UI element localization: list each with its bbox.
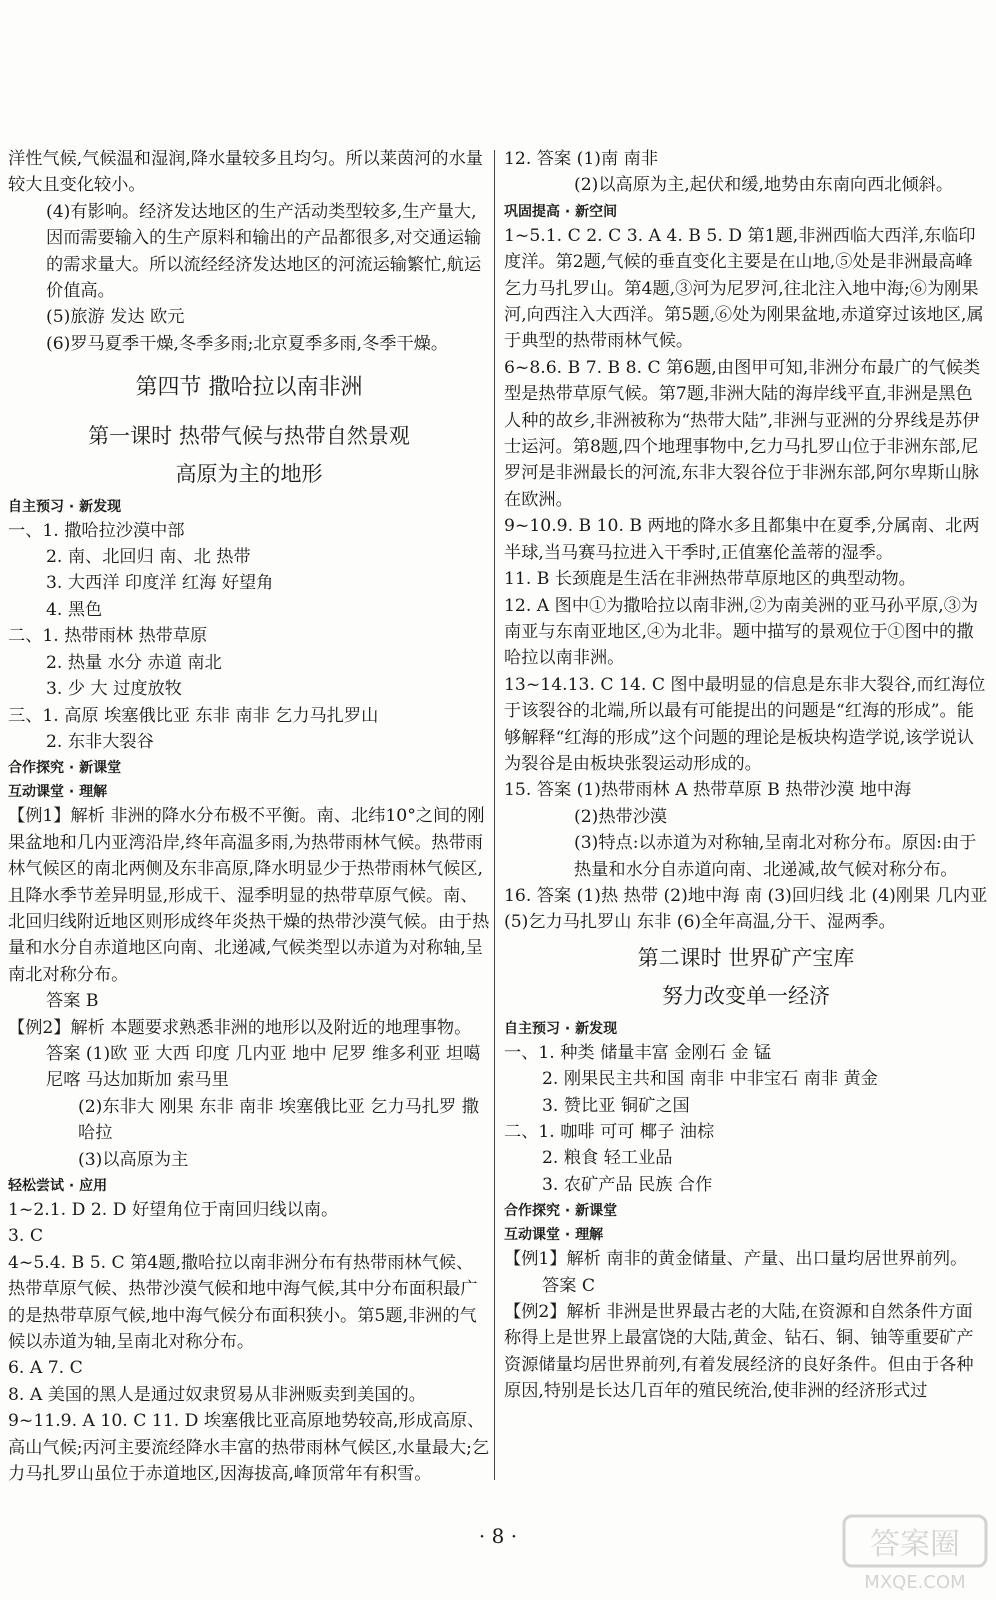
section-label: 合作探究 · 新课堂 — [504, 1203, 618, 1220]
answer-paragraph: 4. 黑色 — [46, 599, 103, 620]
section-label: 自主预习 · 新发现 — [8, 498, 122, 515]
answer-paragraph: 3. 赞比亚 铜矿之国 — [542, 1095, 690, 1116]
answer-paragraph: 8. A 美国的黑人是通过奴隶贸易从非洲贩卖到美国的。 — [8, 1384, 426, 1405]
answer-paragraph: 9~11.9. A 10. C 11. D 埃塞俄比亚高原地势较高,形成高原、高山气候;丙河主要流经降水丰富的热带雨林气候区,水量最大;乞力马扎罗山虽位于赤道地区,因海拔高,峰顶常年有积雪。 — [8, 1411, 490, 1485]
answer-paragraph: 9~10.9. B 10. B 两地的降水多且都集中在夏季,分属南、北两半球,当马赛马拉进入干季时,正值塞伦盖蒂的湿季。 — [504, 516, 980, 563]
answer-paragraph: 13~14.13. C 14. C 图中最明显的信息是东非大裂谷,而红海位于该裂谷的北端,所以最有可能提出的问题是“红海的形成”。能够解释“红海的形成”这个问题的理论是板块构造学说,该学说认为裂谷是由板块张裂运动形成的。 — [504, 674, 986, 774]
answer-paragraph: 12. A 图中①为撒哈拉以南非洲,②为南美洲的亚马孙平原,③为南亚与东南亚地区,④为北非。题中描写的景观位于①图中的撒哈拉以南非洲。 — [504, 595, 979, 669]
answer-paragraph: 16. 答案 (1)热 热带 (2)地中海 南 (3)回归线 北 (4)刚果 几内亚 (5)乞力马扎罗山 东非 (6)全年高温,分干、湿两季。 — [504, 885, 988, 933]
answer-paragraph: 二、1. 咖啡 可可 椰子 油棕 — [504, 1122, 715, 1142]
answer-paragraph: 3. 少 大 过度放牧 — [46, 679, 182, 700]
answer-paragraph: 3. C — [8, 1226, 44, 1247]
answer-paragraph: (2)东非大 刚果 东非 南非 埃塞俄比亚 乞力马扎罗 撒哈拉 — [78, 1096, 479, 1144]
answer-paragraph: 二、1. 热带雨林 热带草原 — [8, 626, 208, 647]
section-label: 合作探究 · 新课堂 — [8, 760, 122, 777]
watermark-logo — [840, 1510, 990, 1594]
section-label: 互动课堂 · 理解 — [8, 784, 108, 801]
answer-paragraph: 2. 南、北回归 南、北 热带 — [46, 547, 251, 568]
left-column — [8, 146, 490, 1487]
answer-paragraph: (5)旅游 发达 欧元 — [46, 307, 185, 328]
answer-paragraph: 2. 刚果民主共和国 南非 中非宝石 南非 黄金 — [542, 1069, 878, 1090]
answer-paragraph: 4~5.4. B 5. C 第4题,撒哈拉以南非洲分布有热带雨林气候、热带草原气候、热带沙漠气候和地中海气候,其中分布面积最广的是热带草原气候,地中海气候分布面积狭小。第5题,非洲的气候以赤道为轴,呈南北对称分布。 — [8, 1252, 478, 1353]
answer-paragraph: 1~2.1. D 2. D 好望角位于南回归线以南。 — [8, 1200, 339, 1220]
answer-paragraph: 洋性气候,气候温和湿润,降水量较多且均匀。所以莱茵河的水量较大且变化较小。 — [8, 149, 483, 196]
section-heading: 第四节 撒哈拉以南非洲 — [135, 375, 363, 401]
answer-paragraph: 答案 C — [542, 1275, 595, 1296]
answer-paragraph: 一、1. 种类 储量丰富 金刚石 金 锰 — [504, 1042, 772, 1063]
section-label: 轻松尝试 · 应用 — [8, 1178, 108, 1194]
answer-paragraph: (4)有影响。经济发达地区的生产活动类型较多,生产量大,因而需要输入的生产原料和输出的产品都很多,对交通运输的需求量大。所以流经经济发达地区的河流运输繁忙,航运价值高。 — [46, 201, 482, 302]
section-heading: 第一课时 热带气候与热带自然景观 — [88, 423, 410, 448]
section-label: 自主预习 · 新发现 — [504, 1020, 618, 1037]
answer-paragraph: 2. 东非大裂谷 — [46, 731, 154, 752]
section-label: 巩固提高 · 新空间 — [504, 203, 618, 220]
answer-paragraph: 15. 答案 (1)热带雨林 A 热带草原 B 热带沙漠 地中海 — [504, 780, 912, 801]
answer-paragraph: 1~5.1. C 2. C 3. A 4. B 5. D 第1题,非洲西临大西洋,东临印度洋。第2题,气候的垂直变化主要是在山地,⑤处是非洲最高峰乞力马扎罗山。第4题,③河为尼罗河,往北注入地中海;⑥为刚果河,向西注入大西洋。第5题,⑥处为刚果盆地,赤道穿过该地区,属于典型的热带雨林气候。 — [504, 225, 984, 352]
answer-paragraph: 12. 答案 (1)南 南非 — [504, 149, 659, 169]
answer-paragraph: 11. B 长颈鹿是生活在非洲热带草原地区的典型动物。 — [504, 569, 916, 590]
section-heading: 第二课时 世界矿产宝库 — [637, 945, 855, 970]
section-label: 互动课堂 · 理解 — [504, 1227, 604, 1244]
answer-paragraph: 【例2】解析 本题要求熟悉非洲的地形以及附近的地理事物。 — [8, 1017, 472, 1038]
section-heading: 高原为主的地形 — [175, 461, 323, 486]
answer-paragraph: 一、1. 撒哈拉沙漠中部 — [8, 520, 185, 541]
answer-paragraph: 2. 粮食 轻工业品 — [542, 1148, 673, 1169]
answer-paragraph: 6~8.6. B 7. B 8. C 第6题,由图甲可知,非洲分布最广的气候类型是热带草原气候。第7题,非洲大陆的海岸线平直,非洲是黑色人种的故乡,非洲被称为“热带大陆”,非洲与亚洲的分界线是苏伊士运河。第8题,四个地理事物中,乞力马扎罗山位于非洲东部,尼罗河是非洲最长的河流,东非大裂谷位于非洲东部,阿尔卑斯山脉在欧洲。 — [504, 357, 981, 510]
answer-paragraph: (3)以高原为主 — [78, 1149, 189, 1170]
svg-text:MXQE.COM: MXQE.COM — [864, 1572, 966, 1593]
answer-paragraph: 2. 热量 水分 赤道 南北 — [46, 652, 222, 673]
answer-paragraph: 答案 B — [46, 991, 99, 1012]
answer-paragraph: 【例1】解析 南非的黄金储量、产量、出口量均居世界前列。 — [504, 1249, 968, 1270]
answer-paragraph: (2)热带沙漠 — [574, 806, 668, 827]
answer-paragraph: 三、1. 高原 埃塞俄比亚 东非 南非 乞力马扎罗山 — [8, 705, 379, 726]
right-column — [504, 146, 988, 1405]
answer-paragraph: (6)罗马夏季干燥,冬季多雨;北京夏季多雨,冬季干燥。 — [46, 333, 449, 354]
answer-paragraph: 【例2】解析 非洲是世界最古老的大陆,在资源和自然条件方面称得上是世界上最富饶的大陆,黄金、钻石、铜、铀等重要矿产资源储量均居世界前列,有着发展经济的良好条件。但由于各种原因,特别是长达几百年的殖民统治,使非洲的经济形式过 — [504, 1302, 974, 1402]
page-number: · 8 · — [478, 1524, 518, 1548]
answer-paragraph: 答案 (1)欧 亚 大西 印度 几内亚 地中 尼罗 维多利亚 坦噶尼喀 马达加斯加 索马里 — [46, 1043, 481, 1091]
answer-paragraph: 6. A 7. C — [8, 1358, 83, 1379]
svg-text:答案圈: 答案圈 — [870, 1527, 960, 1562]
answer-paragraph: 【例1】解析 非洲的降水分布极不平衡。南、北纬10°之间的刚果盆地和几内亚湾沿岸,终年高温多雨,为热带雨林气候。热带雨林气候区的南北两侧及东非高原,降水明显少于热带雨林气候区,且降水季节差异明显,形成干、湿季明显的热带草原气候。南、北回归线附近地区则形成终年炎热干燥的热带沙漠气候。由于热量和水分自赤道地区向南、北递减,气候类型以赤道为对称轴,呈南北对称分布。 — [8, 806, 490, 985]
answer-paragraph: 3. 大西洋 印度洋 红海 好望角 — [46, 573, 274, 594]
answer-paragraph: 3. 农矿产品 民族 合作 — [542, 1174, 713, 1195]
column-divider — [494, 150, 495, 1480]
section-heading: 努力改变单一经济 — [662, 983, 830, 1008]
answer-paragraph: (2)以高原为主,起伏和缓,地势由东南向西北倾斜。 — [574, 175, 954, 196]
answer-paragraph: (3)特点:以赤道为对称轴,呈南北对称分布。原因:由于热量和水分自赤道向南、北递减,故气候对称分布。 — [574, 833, 977, 880]
